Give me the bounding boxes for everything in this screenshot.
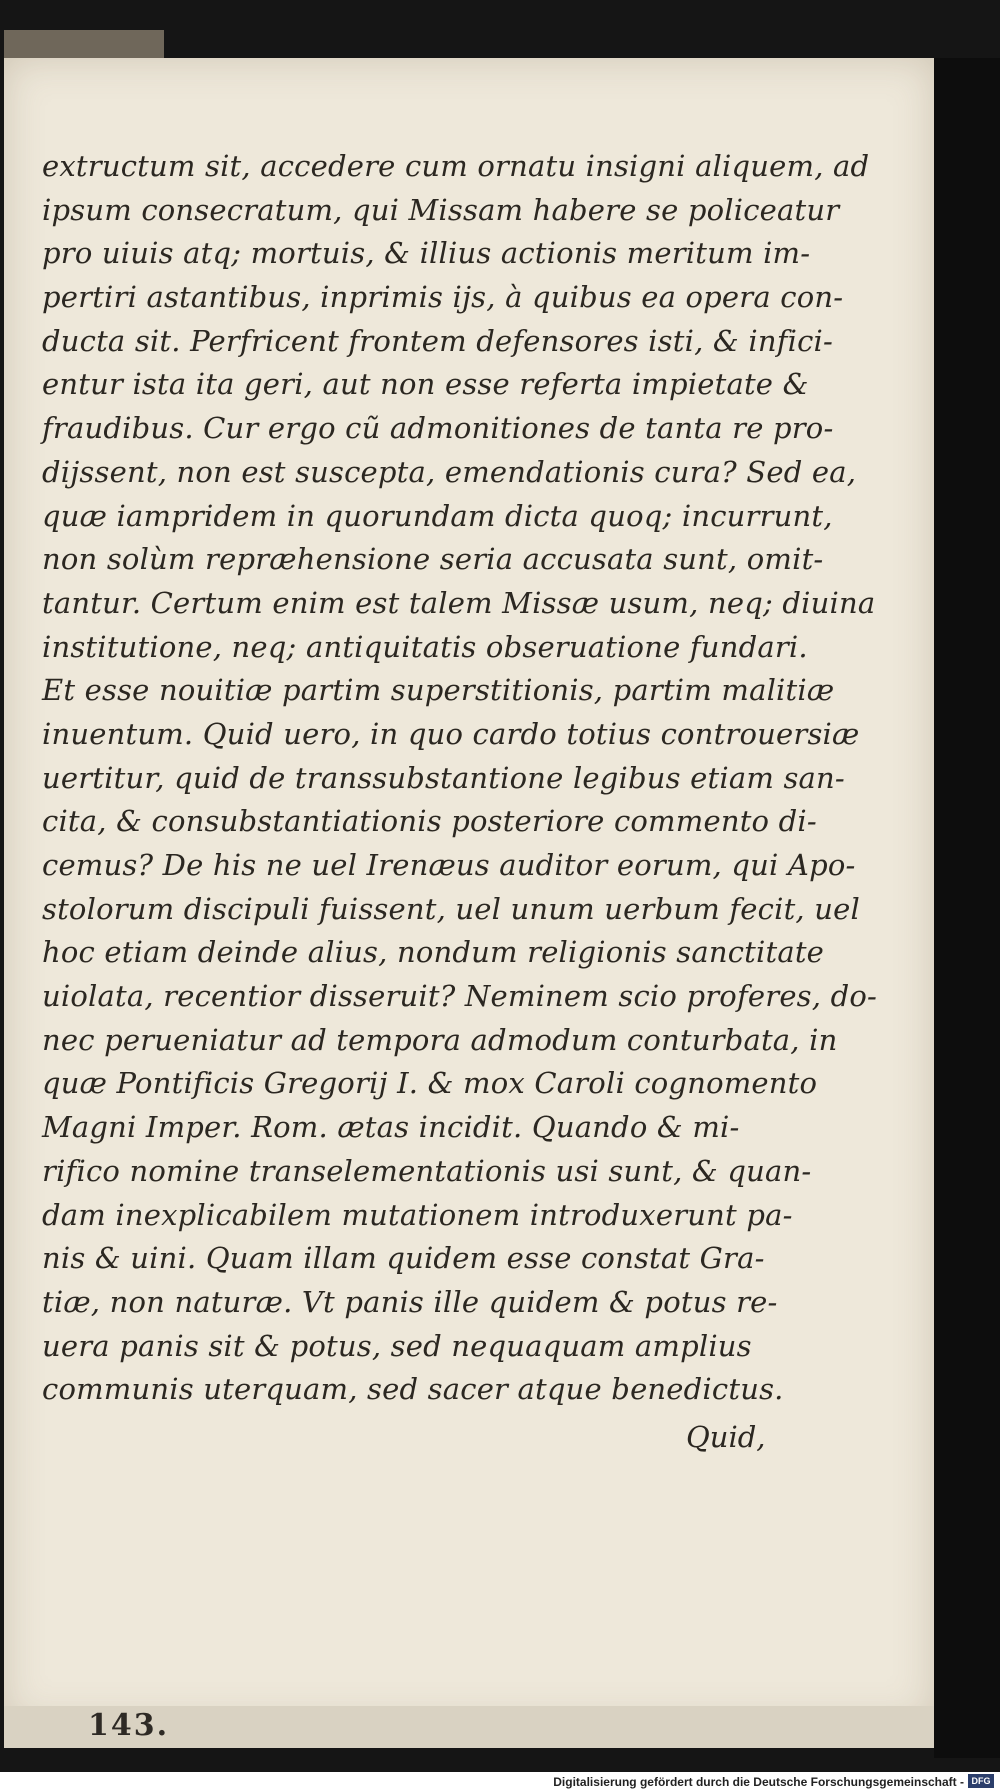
text-line: cemus? De his ne uel Irenæus auditor eorum, qui Apo- bbox=[42, 848, 856, 882]
text-line: ducta sit. Perfricent frontem defensores isti, & infici- bbox=[42, 323, 834, 358]
text-line: ipsum consecratum, qui Missam habere se policeatur bbox=[42, 192, 840, 227]
text-line: tantur. Certum enim est talem Missæ usum, neq; diuina bbox=[42, 585, 876, 620]
text-line: nec perueniatur ad tempora admodum conturbata, in bbox=[42, 1022, 838, 1057]
text-line: stolorum discipuli fuissent, uel unum uerbum fecit, uel bbox=[42, 891, 860, 926]
text-line: tiæ, non naturæ. Vt panis ille quidem & potus re- bbox=[42, 1284, 778, 1319]
text-line: pertiri astantibus, inprimis ijs, à quibus ea opera con- bbox=[42, 280, 844, 315]
text-line: quæ Pontificis Gregorij I. & mox Caroli cognomento bbox=[42, 1066, 818, 1101]
dfg-logo-icon: DFG bbox=[968, 1774, 994, 1788]
text-line: fraudibus. Cur ergo cũ admonitiones de tanta re pro- bbox=[42, 411, 834, 446]
text-line: uera panis sit & potus, sed nequaquam amplius bbox=[42, 1328, 752, 1363]
text-line: cita, & consubstantiationis posteriore commento di- bbox=[42, 804, 817, 839]
catchword: Quid, bbox=[686, 1420, 766, 1454]
text-line: communis uterquam, sed sacer atque benedictus. bbox=[42, 1372, 784, 1407]
text-line: uertitur, quid de transsubstantione legibus etiam san- bbox=[42, 760, 845, 795]
text-line: hoc etiam deinde alius, nondum religionis sanctitate bbox=[42, 935, 825, 970]
text-line: pro uiuis atq; mortuis, & illius actionis meritum im- bbox=[42, 236, 811, 271]
text-line: Magni Imper. Rom. ætas incidit. Quando & mi- bbox=[42, 1110, 740, 1145]
text-line: Et esse nouitiæ partim superstitionis, partim malitiæ bbox=[42, 673, 835, 708]
folio-number: 143. bbox=[88, 1708, 170, 1743]
text-line: entur ista ita geri, aut non esse referta impietate & bbox=[42, 367, 809, 402]
text-line: extructum sit, accedere cum ornatu insigni aliquem, ad bbox=[42, 149, 870, 183]
text-line: dijssent, non est suscepta, emendationis cura? Sed ea, bbox=[42, 454, 857, 489]
text-line: nis & uini. Quam illam quidem esse constat Gra- bbox=[42, 1241, 765, 1276]
digitization-credit: Digitalisierung gefördert durch die Deutsche Forschungsgemeinschaft - bbox=[553, 1775, 964, 1789]
text-line: dam inexplicabilem mutationem introduxerunt pa- bbox=[42, 1197, 793, 1232]
main-text bbox=[42, 145, 878, 1412]
text-line: non solùm repræhensione seria accusata sunt, omit- bbox=[42, 542, 824, 577]
page-top-edge bbox=[4, 30, 164, 58]
text-line: institutione, neq; antiquitatis obseruatione fundari. bbox=[42, 629, 808, 664]
text-line: inuentum. Quid uero, in quo cardo totius controuersiæ bbox=[42, 716, 860, 751]
text-line: quæ iampridem in quorundam dicta quoq; incurrunt, bbox=[42, 498, 833, 533]
page-right-shadow bbox=[934, 58, 1000, 1758]
text-line: uiolata, recentior disseruit? Neminem scio proferes, do- bbox=[42, 979, 878, 1014]
text-line: rifico nomine transelementationis usi sunt, & quan- bbox=[42, 1153, 812, 1188]
